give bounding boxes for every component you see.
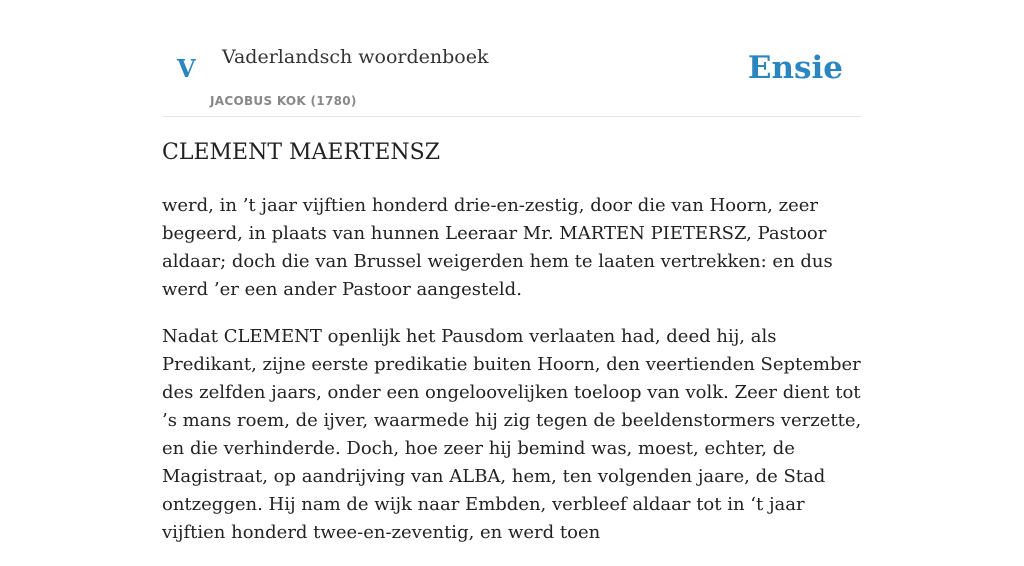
book-title-link[interactable]: Vaderlandsch woordenboek: [222, 46, 489, 68]
header: [162, 0, 862, 117]
entry-paragraph-1: werd, in ’t jaar vijftien honderd drie-en-zestig, door die van Hoorn, zeer begeerd, in plaats van hunnen Leeraar Mr. MARTEN PIETERSZ, Pastoor aldaar; doch die van Brussel weigerden hem te laaten vertrekken: en dus werd ’er een ander Pastoor aangesteld.: [162, 195, 833, 300]
entry-title: CLEMENT MAERTENSZ: [162, 140, 440, 165]
book-author: JACOBUS KOK (1780): [210, 94, 357, 108]
entry-content: [162, 192, 862, 566]
page: [162, 0, 862, 543]
book-letter-badge[interactable]: V: [177, 54, 196, 83]
ensie-logo-link[interactable]: Ensie: [747, 50, 843, 86]
entry-paragraph-2: Nadat CLEMENT openlijk het Pausdom verlaaten had, deed hij, als Predikant, zijne eerste predikatie buiten Hoorn, den veertienden September des zelfden jaars, onder een ongeloovelijken toeloop van volk. Zeer dient tot ’s mans roem, de ijver, waarmede hij zig tegen de beeldenstormers verzette, en die verhinderde. Doch, hoe zeer hij bemind was, moest, echter, de Magistraat, op aandrijving van ALBA, hem, ten volgenden jaare, de Stad ontzeggen. Hij nam de wijk naar Embden, verbleef aldaar tot in ‘t jaar vijftien honderd twee-en-zeventig, en werd toen: [162, 326, 862, 543]
